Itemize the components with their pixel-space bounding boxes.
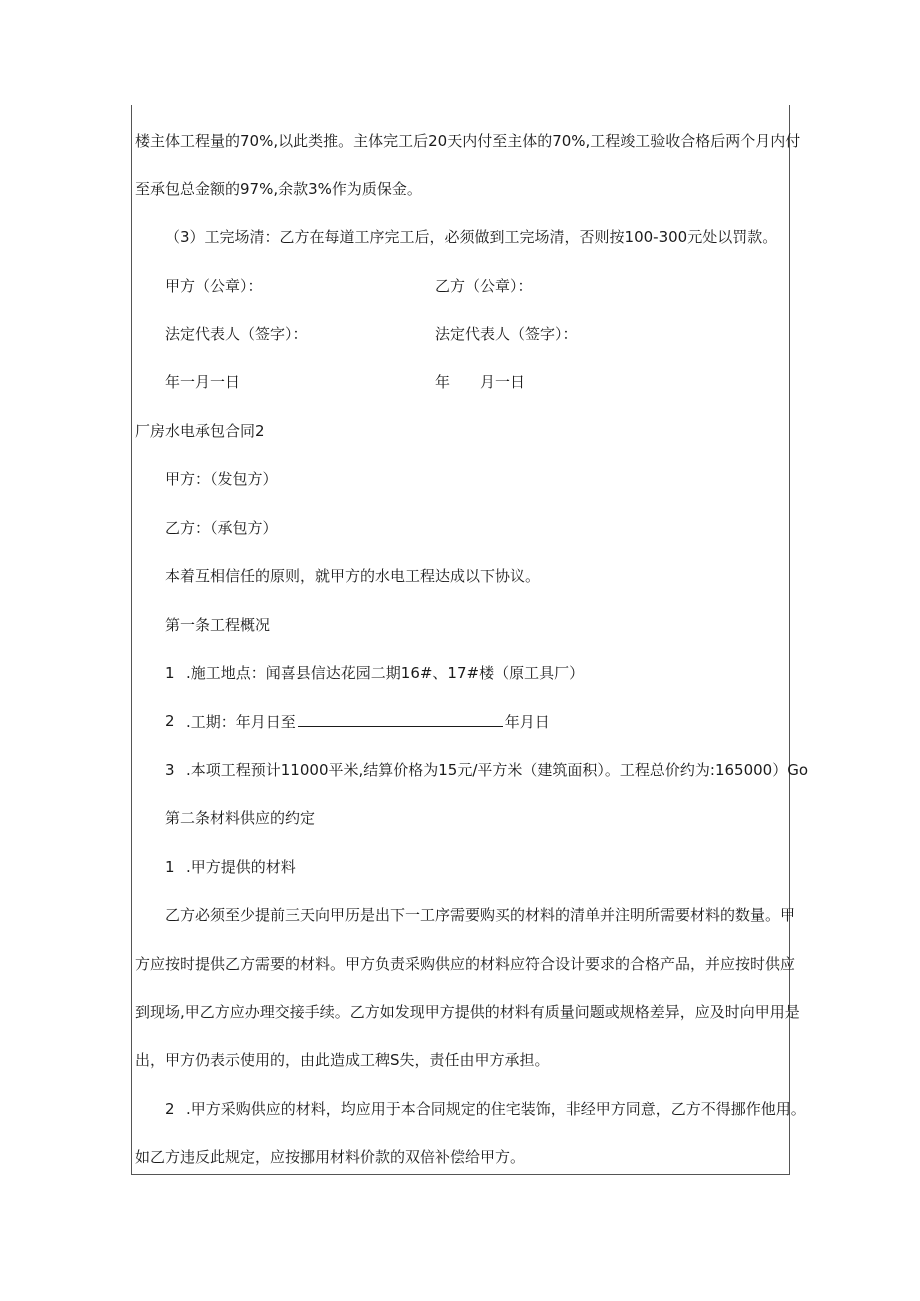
item-2-text-before: .工期：年月日至	[186, 713, 296, 731]
item-2-number: 2	[165, 712, 175, 730]
item-3-text: .本项工程预计11000平米,结算价格为15元/平方米（建筑面积）。工程总价约为:165000）Go	[186, 761, 809, 779]
para-1-line-4: 出，甲方仍表示使用的，由此造成工稗S失，责任由甲方承担。	[135, 1051, 550, 1069]
payment-line-1: 楼主体工程量的70%,以此类推。主体完工后20天内付至主体的70%,工程竣工验收合格后两个月内付	[135, 132, 801, 150]
article-1-title: 第一条工程概况	[165, 616, 271, 634]
party-a-line: 甲方：（发包方）	[165, 470, 278, 488]
date-blank-line	[298, 711, 503, 727]
party-b-seal-label: 乙方（公章）：	[435, 277, 533, 295]
item-3-number: 3	[165, 761, 175, 779]
sub-1-number: 1	[165, 858, 175, 876]
party-b-line: 乙方：（承包方）	[165, 519, 278, 537]
para-1-line-2: 方应按时提供乙方需要的材料。甲方负责采购供应的材料应符合设计要求的合格产品，并应按时供应	[135, 955, 796, 973]
item-1-number: 1	[165, 664, 175, 682]
clause-3-cleanup: （3）工完场清：乙方在每道工序完工后，必须做到工完场清，否则按100-300元处以罚款。	[165, 228, 778, 246]
date-right	[435, 372, 525, 392]
payment-line-2: 至承包总金额的97%,余款3%作为质保金。	[135, 180, 422, 198]
date-right-year: 年	[435, 373, 451, 391]
article-2-title: 第二条材料供应的约定	[165, 809, 316, 827]
date-right-rest: 月一日	[480, 373, 526, 391]
sub-1-text: .甲方提供的材料	[186, 858, 296, 876]
party-b-rep-label: 法定代表人（签字）：	[435, 325, 578, 343]
para-1-line-1: 乙方必须至少提前三天向甲历是出下一工序需要购买的材料的清单并注明所需要材料的数量。甲	[165, 906, 796, 924]
item-1-text: .施工地点：闻喜县信达花园二期16#、17#楼（原工具厂）	[186, 664, 585, 682]
para-1-line-3: 到现场,甲乙方应办理交接手续。乙方如发现甲方提供的材料有质量问题或规格差异，应及时向甲用是	[135, 1003, 800, 1021]
contract-2-title: 厂房水电承包合同2	[135, 422, 265, 440]
item-2-text-after: 年月日	[504, 713, 550, 731]
item-2-text	[186, 711, 550, 732]
sub-2-number: 2	[165, 1100, 175, 1118]
sub-2-text: .甲方采购供应的材料，均应用于本合同规定的住宅装饰，非经甲方同意，乙方不得挪作他用。	[186, 1100, 806, 1118]
sub-2-continuation: 如乙方违反此规定，应按挪用材料价款的双倍补偿给甲方。	[135, 1148, 526, 1166]
party-a-rep-label: 法定代表人（签字）：	[165, 325, 308, 343]
intro-line: 本着互相信任的原则，就甲方的水电工程达成以下协议。	[165, 567, 541, 585]
party-a-seal-label: 甲方（公章）：	[165, 277, 263, 295]
date-left: 年一月一日	[165, 373, 241, 391]
